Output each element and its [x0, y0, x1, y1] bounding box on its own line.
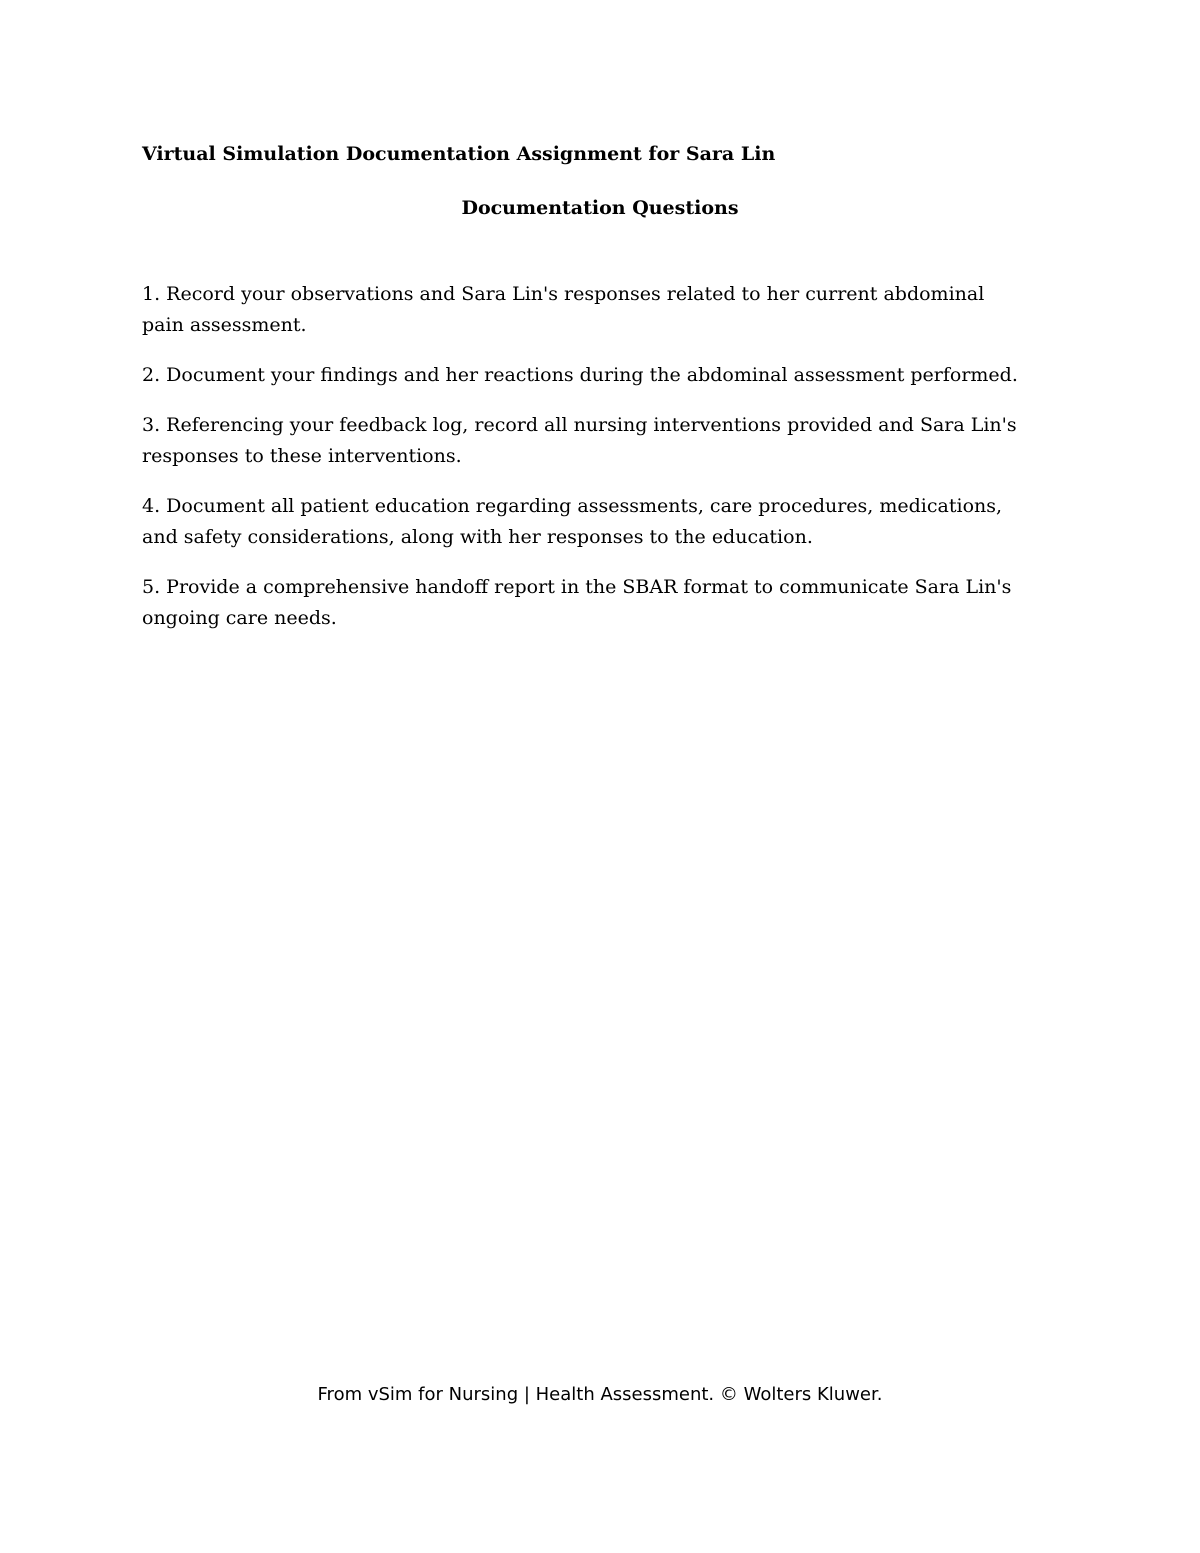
- question-list: [142, 279, 1022, 653]
- section-heading: Documentation Questions: [461, 197, 739, 219]
- question-item-2: 2. Document your findings and her reactions during the abdominal assessment performed.: [142, 364, 1018, 386]
- page-footer: From vSim for Nursing | Health Assessment. © Wolters Kluwer.: [317, 1384, 883, 1405]
- question-item-5: 5. Provide a comprehensive handoff report in the SBAR format to communicate Sara Lin's ongoing care needs.: [142, 576, 1012, 629]
- question-item-4: 4. Document all patient education regarding assessments, care procedures, medications, and safety considerations, along with her responses to the education.: [142, 495, 1003, 548]
- question-item-1: 1. Record your observations and Sara Lin's responses related to her current abdominal pain assessment.: [142, 283, 985, 336]
- question-item-3: 3. Referencing your feedback log, record all nursing interventions provided and Sara Lin's responses to these interventions.: [142, 414, 1017, 467]
- document-title: Virtual Simulation Documentation Assignment for Sara Lin: [142, 143, 776, 165]
